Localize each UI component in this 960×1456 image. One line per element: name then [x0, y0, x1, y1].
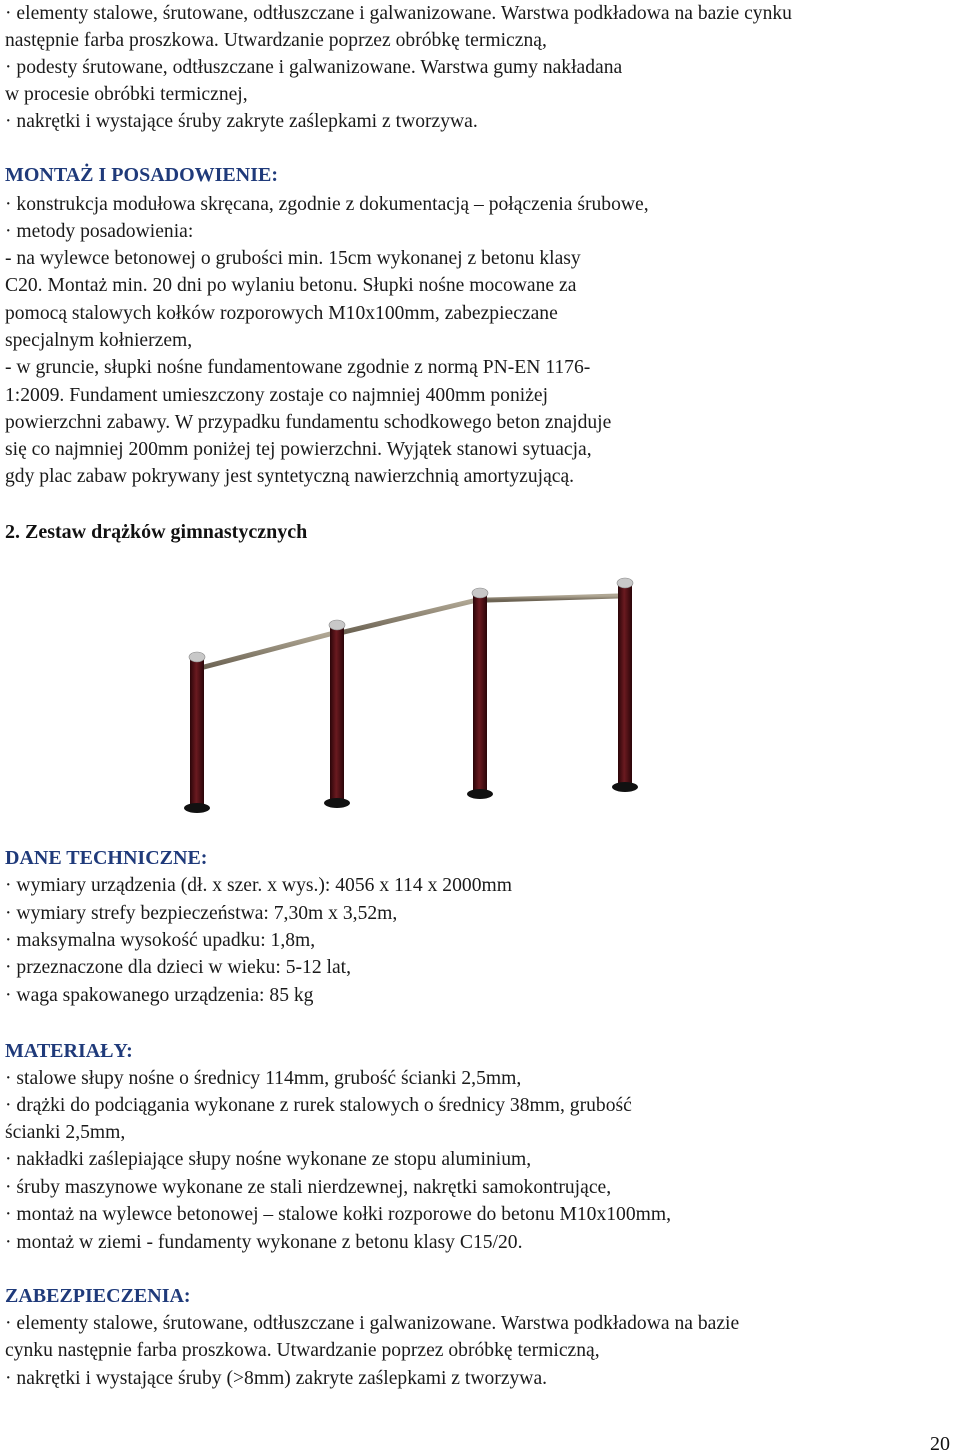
- page-number: 20: [930, 1433, 950, 1455]
- montaz-line: - w gruncie, słupki nośne fundamentowane zgodnie z normą PN-EN 1176-: [5, 357, 591, 378]
- montaz-line: C20. Montaż min. 20 dni po wylaniu betonu. Słupki nośne mocowane za: [5, 275, 577, 296]
- dane-line: · przeznaczone dla dzieci w wieku: 5-12 lat,: [5, 957, 351, 978]
- materialy-line: ścianki 2,5mm,: [5, 1122, 126, 1143]
- post-4: [612, 578, 638, 792]
- montaz-line: powierzchni zabawy. W przypadku fundamentu schodkowego beton znajduje: [5, 412, 612, 433]
- zabezpieczenia-line: cynku następnie farba proszkowa. Utwardzanie poprzez obróbkę termiczną,: [5, 1340, 600, 1361]
- post-2: [324, 620, 350, 808]
- montaz-line: · konstrukcja modułowa skręcana, zgodnie z dokumentacją – połączenia śrubowe,: [5, 194, 649, 215]
- montaz-heading: MONTAŻ I POSADOWIENIE:: [5, 164, 278, 186]
- montaz-line: specjalnym kołnierzem,: [5, 330, 193, 351]
- intro-line: · nakrętki i wystające śruby zakryte zaślepkami z tworzywa.: [5, 111, 478, 132]
- intro-line: · podesty śrutowane, odtłuszczane i galwanizowane. Warstwa gumy nakładana: [5, 57, 623, 78]
- dane-line: · wymiary urządzenia (dł. x szer. x wys.): 4056 x 114 x 2000mm: [5, 875, 512, 896]
- post-3: [467, 588, 493, 799]
- post-base: [324, 798, 350, 808]
- montaz-line: - na wylewce betonowej o grubości min. 15cm wykonanej z betonu klasy: [5, 248, 581, 269]
- intro-line: · elementy stalowe, śrutowane, odtłuszczane i galwanizowane. Warstwa podkładowa na bazie cynku: [5, 3, 792, 24]
- montaz-line: · metody posadowienia:: [5, 221, 194, 242]
- materialy-heading: MATERIAŁY:: [5, 1040, 133, 1062]
- montaz-line: 1:2009. Fundament umieszczony zostaje co najmniej 400mm poniżej: [5, 385, 549, 406]
- montaz-line: się co najmniej 200mm poniżej tej powierzchni. Wyjątek stanowi sytuacja,: [5, 439, 592, 460]
- post-base: [612, 782, 638, 792]
- post-cap: [329, 620, 345, 630]
- post-cap: [472, 588, 488, 598]
- post-base: [467, 789, 493, 799]
- section-title: 2. Zestaw drążków gimnastycznych: [5, 521, 308, 543]
- dane-line: · wymiary strefy bezpieczeństwa: 7,30m x 3,52m,: [5, 903, 398, 924]
- materialy-line: · montaż w ziemi - fundamenty wykonane z betonu klasy C15/20.: [5, 1232, 523, 1253]
- montaz-line: pomocą stalowych kołków rozporowych M10x100mm, zabezpieczane: [5, 303, 558, 324]
- post-base: [184, 803, 210, 813]
- bar-mid: [344, 601, 473, 632]
- materialy-line: · montaż na wylewce betonowej – stalowe kołki rozporowe do betonu M10x100mm,: [5, 1204, 672, 1225]
- materialy-line: · nakładki zaślepiające słupy nośne wykonane ze stopu aluminium,: [5, 1149, 532, 1170]
- materialy-line: · stalowe słupy nośne o średnicy 114mm, grubość ścianki 2,5mm,: [5, 1068, 522, 1089]
- post-1: [184, 652, 210, 813]
- dane-line: · waga spakowanego urządzenia: 85 kg: [5, 985, 314, 1006]
- post-cap: [617, 578, 633, 588]
- gymnastic-bars-illustration: [170, 570, 690, 820]
- materialy-line: · śruby maszynowe wykonane ze stali nierdzewnej, nakrętki samokontrujące,: [5, 1177, 612, 1198]
- bar-high: [487, 596, 618, 600]
- zabezpieczenia-line: · nakrętki i wystające śruby (>8mm) zakryte zaślepkami z tworzywa.: [5, 1368, 548, 1389]
- dane-heading: DANE TECHNICZNE:: [5, 847, 208, 869]
- bar-low: [204, 634, 330, 667]
- intro-line: w procesie obróbki termicznej,: [5, 84, 248, 105]
- montaz-line: gdy plac zabaw pokrywany jest syntetyczną nawierzchnią amortyzującą.: [5, 466, 575, 487]
- dane-line: · maksymalna wysokość upadku: 1,8m,: [5, 930, 316, 951]
- materialy-line: · drążki do podciągania wykonane z rurek stalowych o średnicy 38mm, grubość: [5, 1095, 632, 1116]
- zabezpieczenia-heading: ZABEZPIECZENIA:: [5, 1285, 191, 1307]
- intro-line: następnie farba proszkowa. Utwardzanie poprzez obróbkę termiczną,: [5, 30, 547, 51]
- zabezpieczenia-line: · elementy stalowe, śrutowane, odtłuszczane i galwanizowane. Warstwa podkładowa na bazie: [5, 1313, 740, 1334]
- post-cap: [189, 652, 205, 662]
